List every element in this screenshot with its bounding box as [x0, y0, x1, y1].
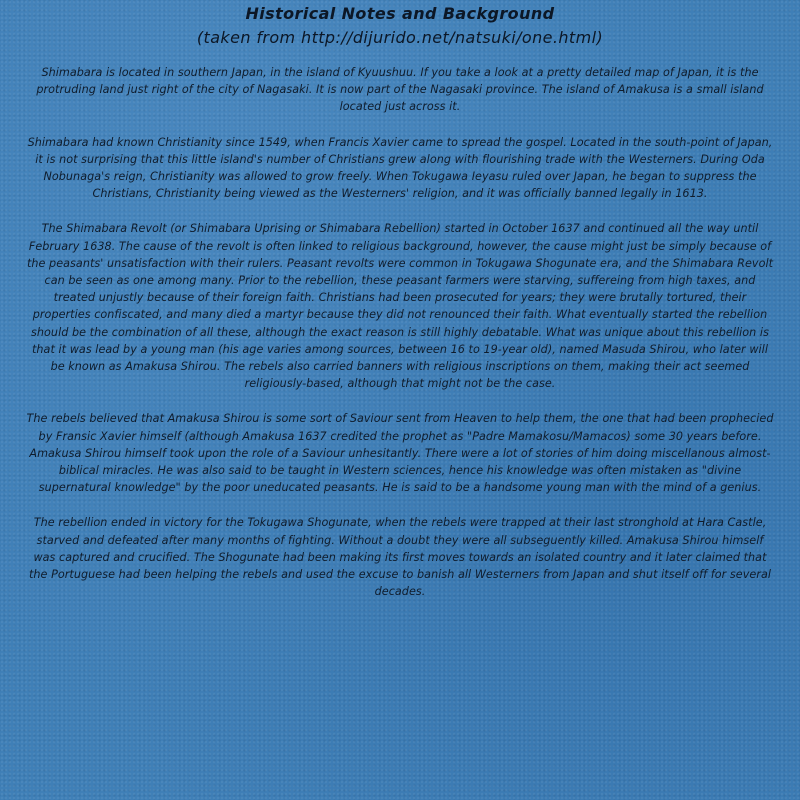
paragraph-aftermath: The rebellion ended in victory for the Tokugawa Shogunate, when the rebels were trapped at their last stronghold at Hara Castle, starved and defeated after many months of fighting. Without a doubt they were all subseguently killed. Amakusa Shirou himself was captured and crucified. The Shogunate had been making its first moves towards an isolated country and it later claimed that the Portuguese had been helping the rebels and used the excuse to banish all Westerners from Japan and shut itself off for several decades.	[28, 516, 772, 599]
paragraph-christianity: Shimabara had known Christianity since 1549, when Francis Xavier came to spread the gospel. Located in the south-point of Japan, it is not surprising that this little island's number of Christians grew along with flourishing trade with the Westerners. During Oda Nobunaga's reign, Christianity was allowed to grow freely. When Tokugawa Ieyasu ruled over Japan, he began to suppress the Christians, Christianity being viewed as the Westerners' religion, and it was officially banned legally in 1613.	[27, 135, 773, 201]
source-citation: (taken from http://dijurido.net/natsuki/one.html)	[196, 28, 604, 47]
paragraph-revolt: The Shimabara Revolt (or Shimabara Uprising or Shimabara Rebellion) started in October 1637 and continued all the way until February 1638. The cause of the revolt is often linked to religious background, however, the cause might just be simply because of the peasants' unsatisfaction with their rulers. Peasant revolts were common in Tokugawa Shogunate era, and the Shimabara Revolt can be seen as one among many. Prior to the rebellion, these peasant farmers were starving, suffereing from high taxes, and treated unjustly because of their foreign faith. Christians had been prosecuted for years; they were brutally tortured, their properties confiscated, and many died a martyr because they did not renounced their faith. What eventually started the rebellion should be the combination of all these, although the exact reason is still highly debatable. What was unique about this rebellion is that it was lead by a young man (his age varies among sources, between 16 to 19-year old), named Masuda Shirou, who later will be known as Amakusa Shirou. The rebels also carried banners with religious inscriptions on them, making their act seemed religiously-based, although that might not be the case.	[26, 222, 774, 391]
page-title: Historical Notes and Background	[245, 4, 555, 23]
paragraph-location: Shimabara is located in southern Japan, in the island of Kyuushuu. If you take a look at a pretty detailed map of Japan, it is the protruding land just right of the city of Nagasaki. It is now part of the Nagasaki province. The island of Amakusa is a small island located just across it.	[36, 66, 764, 114]
paragraph-amakusa-shirou: The rebels believed that Amakusa Shirou is some sort of Saviour sent from Heaven to help them, the one that had been prophecied by Fransic Xavier himself (although Amakusa 1637 credited the prophet as "Padre Mamakosu/Mamacos) some 30 years before. Amakusa Shirou himself took upon the role of a Saviour unhesitantly. There were a lot of stories of him doing miscellanous almost-biblical miracles. He was also said to be taught in Western sciences, hence his knowledge was often mistaken as "divine supernatural knowledge" by the poor uneducated peasants. He is said to be a handsome young man with the mind of a genius.	[26, 412, 774, 495]
